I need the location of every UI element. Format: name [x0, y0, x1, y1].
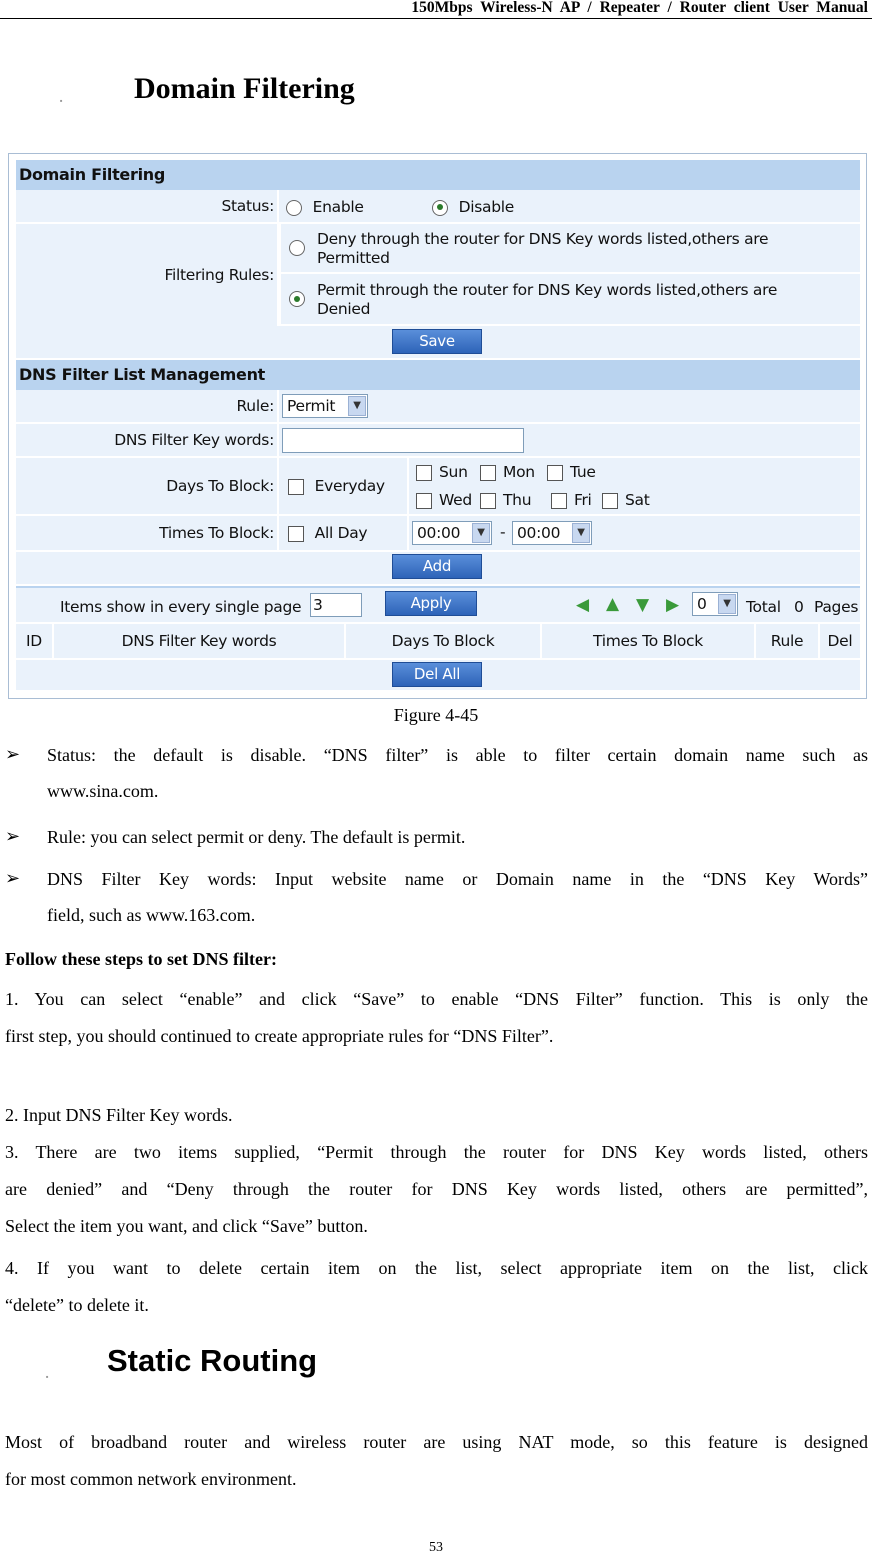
step-1	[5, 981, 868, 1055]
fri-checkbox[interactable]	[551, 493, 567, 509]
time-from-value: 00:00	[417, 524, 461, 542]
delall-row	[16, 660, 860, 692]
days-row	[16, 458, 860, 516]
allday-option[interactable]	[288, 524, 367, 542]
everyday-option[interactable]	[288, 477, 385, 495]
bullet-keywords	[47, 861, 868, 933]
bullet-rule	[47, 819, 868, 855]
keywords-row	[16, 424, 860, 458]
pages-label: Pages	[814, 598, 859, 616]
bullet-status	[47, 737, 868, 809]
step-4-line2: “delete” to delete it.	[5, 1295, 149, 1315]
del-all-button[interactable]: Del All	[392, 662, 482, 687]
allday-label: All Day	[314, 524, 368, 542]
heading-number-mark: ■	[60, 98, 63, 103]
keywords-input[interactable]	[282, 428, 524, 453]
step-3-line1: 3. There are two items supplied, “Permit through the router for DNS Key words listed, others	[5, 1142, 868, 1162]
days-label: Days To Block:	[16, 458, 279, 514]
allday-checkbox[interactable]	[288, 526, 304, 542]
items-input[interactable]	[310, 593, 362, 617]
static-routing-paragraph	[5, 1424, 868, 1498]
status-label: Status:	[16, 190, 279, 222]
total-value: 0	[794, 598, 804, 616]
chevron-down-icon: ▼	[718, 594, 736, 614]
domain-filtering-bar: Domain Filtering	[16, 160, 860, 190]
keywords-label: DNS Filter Key words:	[16, 424, 279, 456]
rule-row	[16, 390, 860, 424]
fri-label: Fri	[574, 491, 592, 509]
day-tue[interactable]	[547, 463, 596, 481]
page-number: 53	[429, 1540, 443, 1553]
steps-heading: Follow these steps to set DNS filter:	[5, 949, 277, 969]
total-label: Total	[746, 598, 781, 616]
rule-label: Rule:	[16, 390, 279, 422]
first-page-icon[interactable]: ◀	[576, 595, 589, 615]
bullet-arrow-icon: ➢	[5, 744, 21, 764]
step-4	[5, 1250, 868, 1324]
rule-select-value: Permit	[287, 397, 336, 415]
bullet-keywords-line1: DNS Filter Key words: Input website name or Domain name in the “DNS Key Words”	[47, 869, 868, 889]
disable-label: Disable	[458, 198, 515, 216]
domain-filtering-screenshot	[8, 153, 867, 699]
bullet-arrow-icon: ➢	[5, 868, 21, 888]
bullet-keywords-line2: field, such as www.163.com.	[47, 905, 256, 925]
items-value: 3	[313, 596, 323, 614]
rule-permit-option[interactable]	[281, 274, 860, 326]
bullet-status-line1: Status: the default is disable. “DNS filter” is able to filter certain domain name such as	[47, 745, 868, 765]
time-to-select[interactable]	[512, 521, 592, 545]
apply-button[interactable]: Apply	[385, 591, 477, 616]
bullet-status-line2: www.sina.com.	[47, 781, 159, 801]
items-label: Items show in every single page	[60, 598, 302, 616]
list-table-header	[16, 624, 860, 660]
tue-label: Tue	[570, 463, 596, 481]
mon-label: Mon	[503, 463, 535, 481]
rule-permit-radio[interactable]	[289, 291, 305, 307]
wed-checkbox[interactable]	[416, 493, 432, 509]
rule-permit-text	[317, 281, 777, 319]
rule-deny-radio[interactable]	[289, 240, 305, 256]
thu-checkbox[interactable]	[480, 493, 496, 509]
step-3	[5, 1134, 868, 1245]
col-days: Days To Block	[346, 624, 542, 658]
page-select-value: 0	[697, 595, 707, 613]
next-page-icon[interactable]: ▼	[636, 595, 649, 615]
page-header: 150Mbps Wireless-N AP / Repeater / Router client User Manual	[0, 0, 872, 19]
day-mon[interactable]	[480, 463, 535, 481]
enable-label: Enable	[312, 198, 364, 216]
figure-caption: Figure 4-45	[393, 705, 479, 725]
col-id: ID	[16, 624, 54, 658]
static-line1: Most of broadband router and wireless router are using NAT mode, so this feature is designed	[5, 1432, 868, 1452]
disable-option[interactable]	[432, 198, 514, 216]
col-keywords: DNS Filter Key words	[54, 624, 346, 658]
allday-cell	[281, 516, 409, 550]
sat-label: Sat	[625, 491, 650, 509]
time-dash: -	[500, 523, 506, 541]
wed-label: Wed	[439, 491, 472, 509]
sat-checkbox[interactable]	[602, 493, 618, 509]
everyday-checkbox[interactable]	[288, 479, 304, 495]
rule-deny-option[interactable]	[281, 224, 860, 274]
step-1-line1: 1. You can select “enable” and click “Save” to enable “DNS Filter” function. This is only the	[5, 989, 868, 1009]
status-row	[16, 190, 860, 224]
step-2	[5, 1097, 868, 1134]
day-sat[interactable]	[602, 491, 650, 509]
step-3-line3: Select the item you want, and click “Save” button.	[5, 1216, 368, 1236]
chevron-down-icon: ▼	[348, 396, 366, 416]
previous-page-icon[interactable]: ▲	[606, 594, 619, 614]
rule-deny-text	[317, 230, 768, 268]
add-button[interactable]: Add	[392, 554, 482, 579]
bullet-rule-line1: Rule: you can select permit or deny. The default is permit.	[47, 827, 466, 847]
thu-label: Thu	[503, 491, 532, 509]
col-rule: Rule	[756, 624, 820, 658]
disable-radio[interactable]	[432, 200, 448, 216]
day-sun[interactable]	[416, 463, 468, 481]
mon-checkbox[interactable]	[480, 465, 496, 481]
chevron-down-icon: ▼	[472, 523, 490, 543]
day-wed[interactable]	[416, 491, 472, 509]
filtering-rules-row	[16, 224, 860, 326]
everyday-cell	[281, 458, 409, 514]
tue-checkbox[interactable]	[547, 465, 563, 481]
col-del: Del	[827, 632, 853, 650]
add-row	[16, 552, 860, 586]
day-thu[interactable]	[480, 491, 531, 509]
page-select[interactable]	[692, 592, 738, 616]
enable-option[interactable]	[286, 198, 364, 216]
step-2-line1: 2. Input DNS Filter Key words.	[5, 1105, 233, 1125]
rule-deny-line1: Deny through the router for DNS Key words listed,others are	[317, 230, 769, 248]
dns-list-bar: DNS Filter List Management	[16, 360, 860, 390]
rule-deny-line2: Permitted	[317, 249, 390, 267]
section2-title: Static Routing	[107, 1343, 318, 1378]
enable-radio[interactable]	[286, 200, 302, 216]
everyday-label: Everyday	[314, 477, 385, 495]
times-label: Times To Block:	[16, 516, 279, 550]
col-times: Times To Block	[542, 624, 756, 658]
heading-number-mark: ■	[46, 1374, 49, 1379]
sun-label: Sun	[439, 463, 468, 481]
save-button[interactable]: Save	[392, 329, 482, 354]
time-to-value: 00:00	[517, 524, 561, 542]
sun-checkbox[interactable]	[416, 465, 432, 481]
day-fri[interactable]	[551, 491, 592, 509]
bullet-arrow-icon: ➢	[5, 826, 21, 846]
last-page-icon[interactable]: ▶	[666, 595, 679, 615]
step-1-line2: first step, you should continued to create appropriate rules for “DNS Filter”.	[5, 1026, 554, 1046]
filtering-rules-label: Filtering Rules:	[16, 224, 279, 326]
rule-permit-line1: Permit through the router for DNS Key words listed,others are	[317, 281, 778, 299]
section-title: Domain Filtering	[134, 72, 355, 105]
step-4-line1: 4. If you want to delete certain item on the list, select appropriate item on the list, click	[5, 1258, 868, 1278]
chevron-down-icon: ▼	[572, 523, 590, 543]
step-3-line2: are denied” and “Deny through the router for DNS Key words listed, others are permitted”,	[5, 1179, 868, 1199]
time-from-select[interactable]	[412, 521, 492, 545]
paging-row	[16, 586, 860, 624]
rule-permit-line2: Denied	[317, 300, 371, 318]
times-row	[16, 516, 860, 552]
static-line2: for most common network environment.	[5, 1469, 297, 1489]
rule-select[interactable]	[282, 394, 368, 418]
save-row	[16, 326, 860, 360]
